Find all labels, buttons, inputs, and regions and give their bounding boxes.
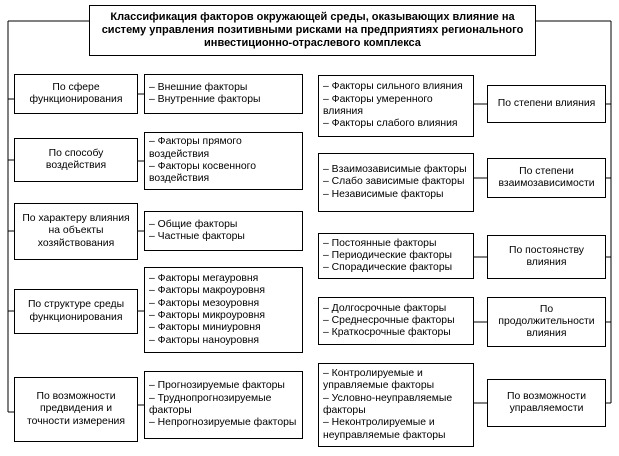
right-list-3 <box>318 233 474 279</box>
right-list-4-item: – Краткосрочные факторы <box>323 327 451 339</box>
right-list-5-item: – Контролируемые и управляемые факторы <box>323 368 435 392</box>
left-list-4 <box>144 267 303 353</box>
left-category-5-label: По возможности предвидения и точности измерения <box>27 391 125 427</box>
left-category-1-label: По сфере функционирования <box>29 81 123 105</box>
left-category-3 <box>14 203 138 260</box>
left-list-4-item: – Факторы мезоуровня <box>149 297 260 309</box>
right-list-1-item: – Факторы сильного влияния <box>323 81 463 93</box>
right-list-2-item: – Независимые факторы <box>323 188 444 200</box>
right-list-4 <box>318 297 474 345</box>
left-list-5 <box>144 371 303 439</box>
right-category-5-label: По возможности управляемости <box>507 390 586 414</box>
left-category-4 <box>14 289 138 334</box>
right-list-3-item: – Периодические факторы <box>323 249 452 261</box>
right-list-4-item: – Среднесрочные факторы <box>323 314 455 326</box>
right-list-5-item: – Условно-неуправляемые факторы <box>323 392 453 416</box>
left-list-4-item: – Факторы наноуровня <box>149 334 259 346</box>
left-list-4-item: – Факторы миниуровня <box>149 322 261 334</box>
left-list-4-item: – Факторы макроуровня <box>149 285 265 297</box>
right-category-2 <box>487 158 606 198</box>
right-category-5 <box>487 379 606 427</box>
left-category-2 <box>14 138 138 182</box>
diagram-title-text: Классификация факторов окружающей среды, оказывающих влияние на систему управления позитивными рисками на предприятиях регионального инвестиционно-отраслевого комплекса <box>101 11 524 49</box>
left-list-2 <box>144 132 303 190</box>
right-category-1-label: По степени влияния <box>497 97 596 109</box>
right-category-3-label: По постоянству влияния <box>509 244 584 268</box>
right-list-3-item: – Спорадические факторы <box>323 262 453 274</box>
right-list-5 <box>318 363 474 447</box>
right-list-2-item: – Взаимозависимые факторы <box>323 164 467 176</box>
left-category-3-label: По характеру влияния на объекты хозяйствования <box>22 213 130 249</box>
left-list-5-item: – Прогнозируемые факторы <box>149 380 285 392</box>
left-list-3 <box>144 211 303 251</box>
left-list-4-item: – Факторы микроуровня <box>149 310 266 321</box>
left-list-2-item: – Факторы косвенного воздействия <box>149 161 256 185</box>
right-list-2-item: – Слабо зависимые факторы <box>323 176 465 188</box>
right-list-2 <box>318 153 474 212</box>
diagram-title <box>89 5 536 56</box>
right-list-3-item: – Постоянные факторы <box>323 237 437 249</box>
left-list-3-item: – Общие факторы <box>149 218 238 230</box>
right-category-1 <box>487 85 606 123</box>
left-category-4-label: По структуре среды функционирования <box>27 299 125 323</box>
left-list-1-item: – Внешние факторы <box>149 81 248 93</box>
left-category-5 <box>14 377 138 442</box>
left-list-5-item: – Труднопрогнозируемые факторы <box>149 392 272 416</box>
right-list-4-item: – Долгосрочные факторы <box>323 302 447 314</box>
right-list-1-item: – Факторы умеренного влияния <box>323 93 433 117</box>
right-list-5-item: – Неконтролируемые и неуправляемые факторы <box>323 417 446 441</box>
right-category-4 <box>487 297 606 347</box>
right-category-2-label: По степени взаимозависимости <box>498 165 595 189</box>
left-list-1-item: – Внутренние факторы <box>149 94 261 105</box>
left-list-3-item: – Частные факторы <box>149 231 245 242</box>
left-list-1 <box>144 74 303 114</box>
left-category-2-label: По способу воздействия <box>45 147 107 171</box>
right-category-3 <box>487 235 606 279</box>
left-list-4-item: – Факторы мегауровня <box>149 273 259 285</box>
left-list-2-item: – Факторы прямого воздействия <box>149 136 242 160</box>
right-list-1-item: – Факторы слабого влияния <box>323 118 458 130</box>
left-category-1 <box>14 74 138 114</box>
right-category-4-label: По продолжительности влияния <box>498 303 595 340</box>
left-list-5-item: – Непрогнозируемые факторы <box>149 417 297 429</box>
right-list-1 <box>318 75 474 137</box>
